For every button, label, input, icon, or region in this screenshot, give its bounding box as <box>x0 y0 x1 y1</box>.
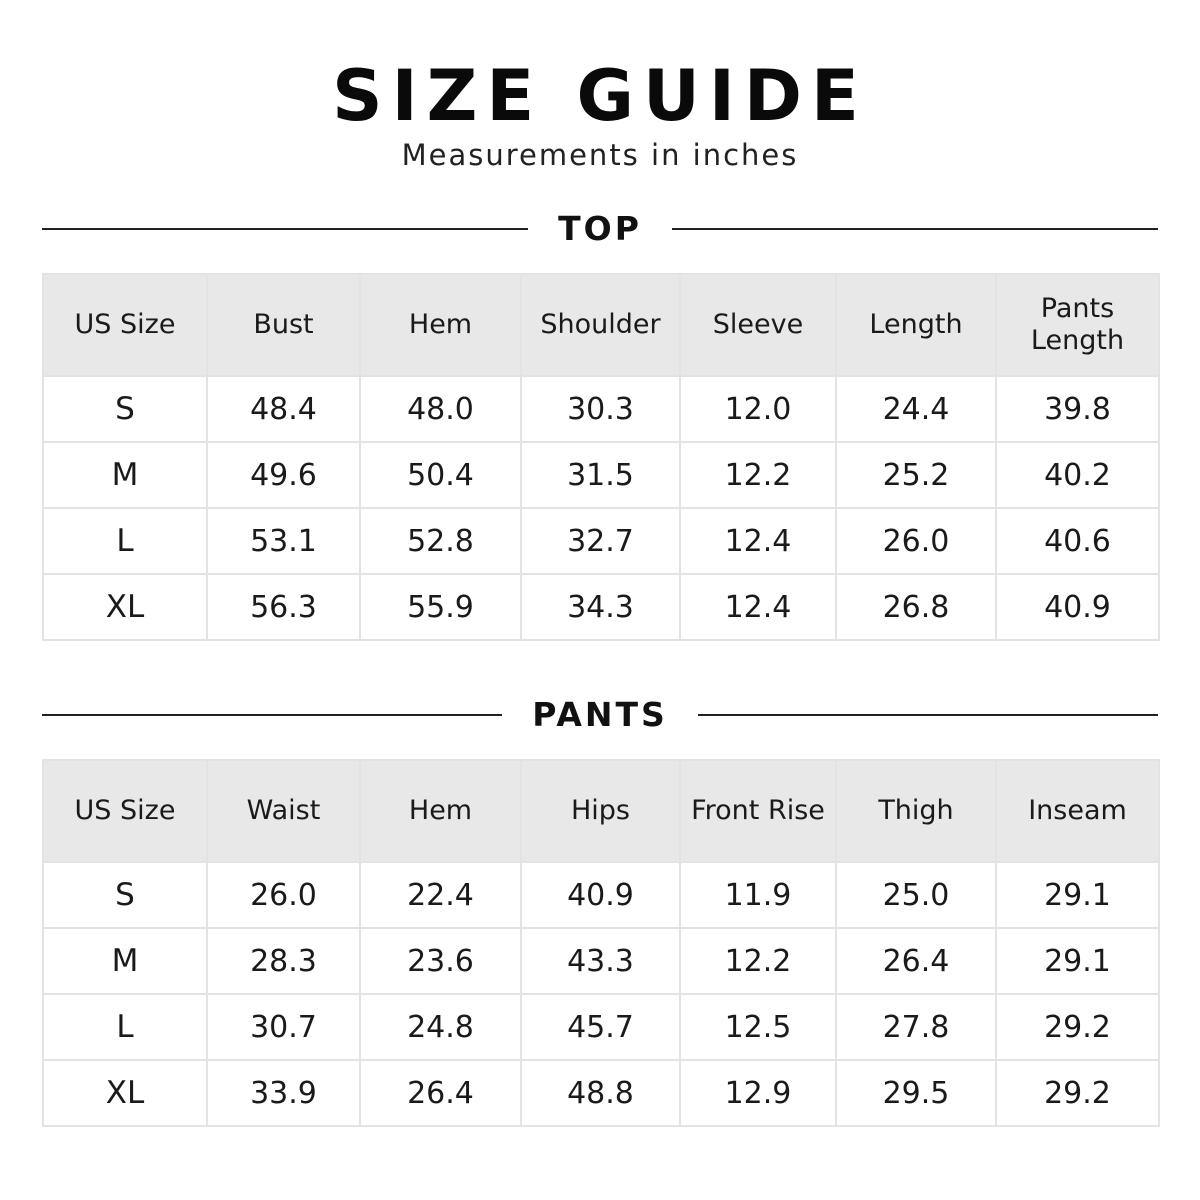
table-row <box>43 1060 1159 1126</box>
column-header: Length <box>836 274 996 376</box>
column-header: US Size <box>43 760 207 862</box>
top-size-table <box>42 273 1160 641</box>
table-cell: 30.3 <box>521 376 680 442</box>
table-cell: 43.3 <box>521 928 680 994</box>
size-cell: XL <box>43 574 207 640</box>
table-cell: 12.4 <box>680 574 836 640</box>
pants-section-title: PANTS <box>532 695 668 734</box>
table-cell: 33.9 <box>207 1060 360 1126</box>
table-row <box>43 442 1159 508</box>
size-cell: S <box>43 862 207 928</box>
size-cell: L <box>43 994 207 1060</box>
table-cell: 49.6 <box>207 442 360 508</box>
table-cell: 52.8 <box>360 508 521 574</box>
table-cell: 26.0 <box>836 508 996 574</box>
column-header: Hem <box>360 274 521 376</box>
table-cell: 26.0 <box>207 862 360 928</box>
column-header: Bust <box>207 274 360 376</box>
table-cell: 40.2 <box>996 442 1159 508</box>
table-row <box>43 508 1159 574</box>
column-header: Pants Length <box>996 274 1159 376</box>
pants-section-header <box>42 695 1158 735</box>
table-cell: 25.2 <box>836 442 996 508</box>
size-cell: M <box>43 442 207 508</box>
pants-size-table <box>42 759 1160 1127</box>
table-header-row <box>43 274 1159 376</box>
column-header: Front Rise <box>680 760 836 862</box>
column-header: Inseam <box>996 760 1159 862</box>
divider-line <box>698 714 1158 716</box>
table-cell: 29.2 <box>996 1060 1159 1126</box>
top-section-header <box>42 209 1158 249</box>
size-cell: S <box>43 376 207 442</box>
table-cell: 29.1 <box>996 862 1159 928</box>
table-cell: 31.5 <box>521 442 680 508</box>
table-cell: 12.0 <box>680 376 836 442</box>
table-cell: 12.4 <box>680 508 836 574</box>
table-cell: 56.3 <box>207 574 360 640</box>
table-row <box>43 928 1159 994</box>
table-cell: 48.4 <box>207 376 360 442</box>
table-cell: 29.1 <box>996 928 1159 994</box>
table-cell: 39.8 <box>996 376 1159 442</box>
table-header-row <box>43 760 1159 862</box>
table-row <box>43 376 1159 442</box>
table-cell: 26.4 <box>836 928 996 994</box>
page-title: SIZE GUIDE <box>332 55 868 137</box>
table-cell: 24.4 <box>836 376 996 442</box>
table-cell: 45.7 <box>521 994 680 1060</box>
table-cell: 40.9 <box>521 862 680 928</box>
table-cell: 40.6 <box>996 508 1159 574</box>
table-cell: 50.4 <box>360 442 521 508</box>
column-header: US Size <box>43 274 207 376</box>
table-cell: 12.5 <box>680 994 836 1060</box>
table-cell: 27.8 <box>836 994 996 1060</box>
size-cell: M <box>43 928 207 994</box>
table-cell: 53.1 <box>207 508 360 574</box>
table-cell: 30.7 <box>207 994 360 1060</box>
table-cell: 26.4 <box>360 1060 521 1126</box>
column-header: Sleeve <box>680 274 836 376</box>
divider-line <box>42 714 502 716</box>
column-header: Hem <box>360 760 521 862</box>
table-cell: 26.8 <box>836 574 996 640</box>
table-cell: 25.0 <box>836 862 996 928</box>
table-cell: 12.2 <box>680 442 836 508</box>
table-cell: 40.9 <box>996 574 1159 640</box>
table-cell: 11.9 <box>680 862 836 928</box>
size-cell: XL <box>43 1060 207 1126</box>
column-header: Waist <box>207 760 360 862</box>
table-row <box>43 994 1159 1060</box>
table-cell: 12.9 <box>680 1060 836 1126</box>
divider-line <box>42 228 528 230</box>
table-cell: 32.7 <box>521 508 680 574</box>
divider-line <box>672 228 1158 230</box>
table-cell: 28.3 <box>207 928 360 994</box>
table-cell: 12.2 <box>680 928 836 994</box>
table-cell: 55.9 <box>360 574 521 640</box>
table-cell: 34.3 <box>521 574 680 640</box>
table-cell: 22.4 <box>360 862 521 928</box>
table-cell: 48.8 <box>521 1060 680 1126</box>
table-row <box>43 862 1159 928</box>
column-header: Shoulder <box>521 274 680 376</box>
table-cell: 23.6 <box>360 928 521 994</box>
table-cell: 24.8 <box>360 994 521 1060</box>
column-header: Thigh <box>836 760 996 862</box>
table-cell: 29.2 <box>996 994 1159 1060</box>
column-header: Hips <box>521 760 680 862</box>
size-cell: L <box>43 508 207 574</box>
table-cell: 48.0 <box>360 376 521 442</box>
table-row <box>43 574 1159 640</box>
page-subtitle: Measurements in inches <box>401 138 799 172</box>
table-cell: 29.5 <box>836 1060 996 1126</box>
top-section-title: TOP <box>558 209 642 248</box>
